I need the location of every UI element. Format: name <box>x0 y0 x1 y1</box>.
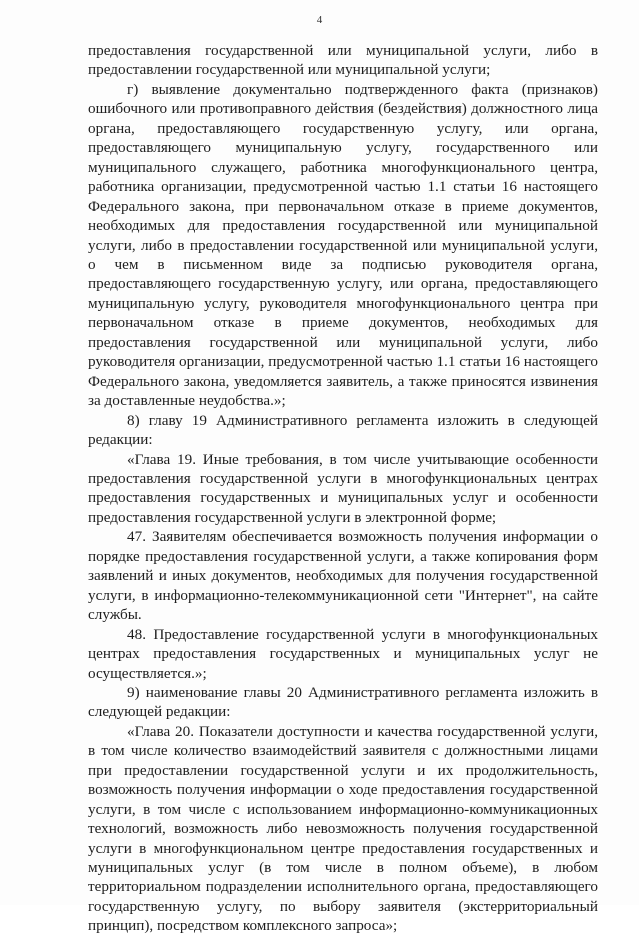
paragraph-item-9: 9) наименование главы 20 Административного регламента изложить в следующей редакции: <box>88 683 598 721</box>
paragraph-item-g: г) выявление документально подтвержденного факта (признаков) ошибочного или противоправного действия (бездействия) должностного лица органа, предоставляющего государственную услугу, или органа, предоставляющего муниципальную услугу, государственного или муниципального служащего, работника многофункционального центра, работника организации, предусмотренной частью 1.1 статьи 16 настоящего Федерального закона, при первоначальном отказе в приеме документов, необходимых для предоставления государственной или муниципальной услуги, либо в предоставлении государственной или муниципальной услуги, о чем в письменном виде за подписью руководителя органа, предоставляющего государственную услугу, или органа, предоставляющего муниципальную услугу, руководителя многофункционального центра при первоначальном отказе в приеме документов, необходимых для предоставления государственной или муниципальной услуги, либо руководителя организации, предусмотренной частью 1.1 статьи 16 настоящего Федерального закона, уведомляется заявитель, а также приносятся извинения за доставленные неудобства.»; <box>88 80 598 410</box>
paragraph-clause-48: 48. Предоставление государственной услуги в многофункциональных центрах предоставления государственных и муниципальных услуг не осуществляется.»; <box>88 625 598 682</box>
paragraph-item-8: 8) главу 19 Административного регламента изложить в следующей редакции: <box>88 411 598 449</box>
paragraph-chapter-20-title: «Глава 20. Показатели доступности и качества государственной услуги, в том числе количество взаимодействий заявителя с должностными лицами при предоставлении государственной услуги и их продолжительность, возможность получения информации о ходе предоставления государственной услуги, в том числе с использованием информационно-коммуникационных технологий, возможность либо невозможность получения государственной услуги в многофункциональном центре предоставления государственных и муниципальных услуг (в том числе в полном объеме), в любом территориальном подразделении исполнительного органа, предоставляющего государственную услугу, по выбору заявителя (экстерриториальный принцип), посредством комплексного запроса»; <box>88 722 598 935</box>
paragraph-clause-47: 47. Заявителям обеспечивается возможность получения информации о порядке предоставления государственной услуги, а также копирования форм заявлений и иных документов, необходимых для получения государственной услуги, в информационно-телекоммуникационной сети "Интернет", на сайте службы. <box>88 528 598 624</box>
document-body <box>88 41 598 936</box>
page-number: 4 <box>316 14 323 26</box>
paragraph-continuation: предоставления государственной или муниципальной услуги, либо в предоставлении государственной или муниципальной услуги; <box>88 42 598 79</box>
paragraph-chapter-19-title: «Глава 19. Иные требования, в том числе учитывающие особенности предоставления государственной услуги в многофункциональных центрах предоставления государственных и муниципальных услуг и особенности предоставления государственной услуги в электронной форме; <box>88 450 598 526</box>
